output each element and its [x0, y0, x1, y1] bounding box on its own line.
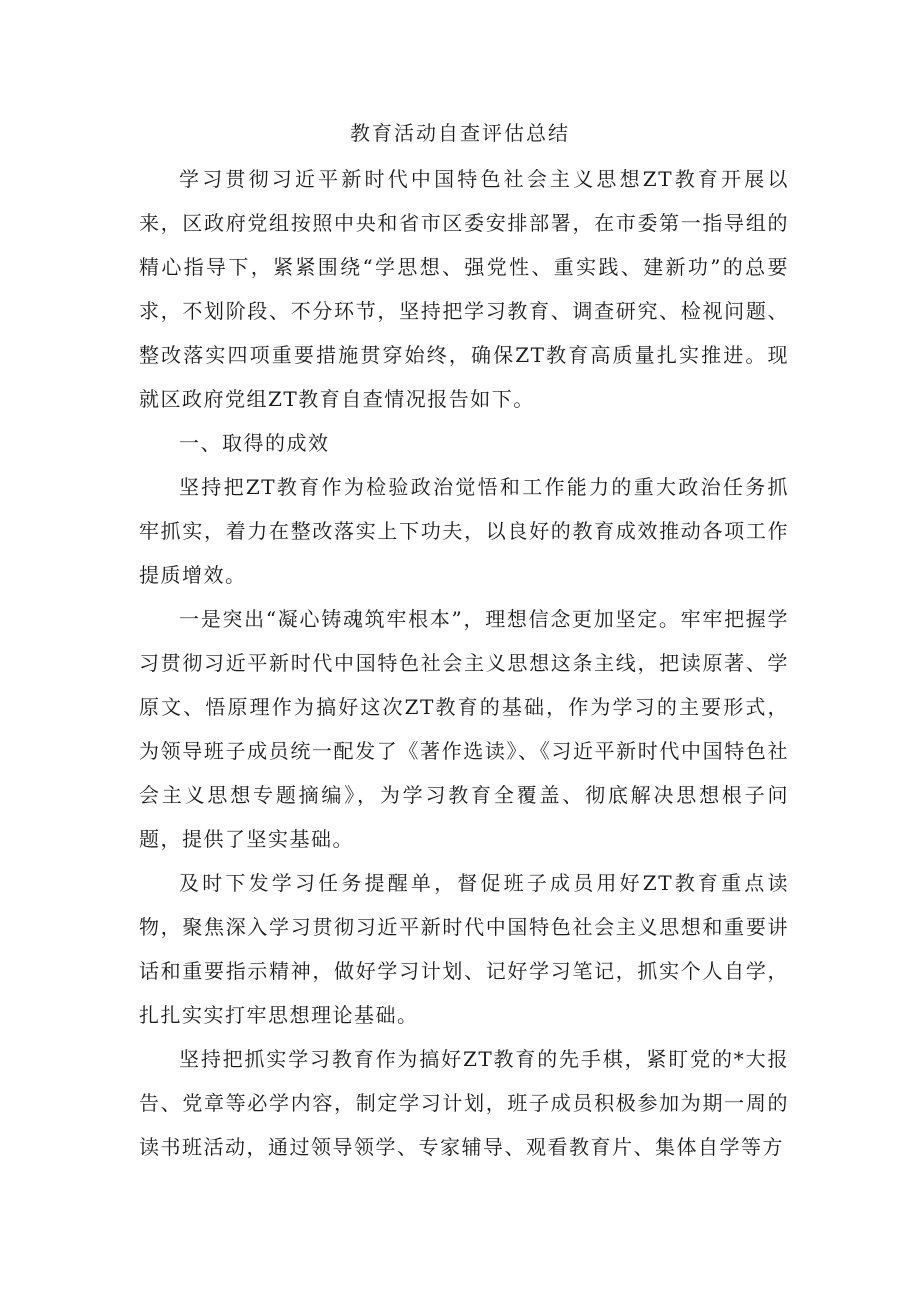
paragraph-intro: 学习贯彻习近平新时代中国特色社会主义思想ZT教育开展以来，区政府党组按照中央和省市区委安排部署，在市委第一指导组的精心指导下，紧紧围绕“学思想、强党性、重实践、建新功”的总要求，不划阶段、不分环节，坚持把学习教育、调查研究、检视问题、整改落实四项重要措施贯穿始终，确保ZT教育高质量扎实推进。现就区政府党组ZT教育自查情况报告如下。 — [139, 167, 789, 411]
document-title: 教育活动自查评估总结 — [350, 121, 570, 145]
document-body — [139, 157, 789, 1169]
paragraph-study-reminder: 及时下发学习任务提醒单，督促班子成员用好ZT教育重点读物，聚焦深入学习贯彻习近平新时代中国特色社会主义思想和重要讲话和重要指示精神，做好学习计划、记好学习笔记，抓实个人自学，扎扎实实打牢思想理论基础。 — [139, 871, 789, 1027]
paragraph-study-education: 坚持把抓实学习教育作为搞好ZT教育的先手棋，紧盯党的*大报告、党章等必学内容，制定学习计划，班子成员积极参加为期一周的读书班活动，通过领导领学、专家辅导、观看教育片、集体自学等方 — [139, 1047, 789, 1159]
paragraph-achievements-summary: 坚持把ZT教育作为检验政治觉悟和工作能力的重大政治任务抓牢抓实，着力在整改落实上下功夫，以良好的教育成效推动各项工作提质增效。 — [139, 475, 789, 587]
section-heading-achievements: 一、取得的成效 — [179, 431, 330, 455]
paragraph-point-one: 一是突出“凝心铸魂筑牢根本”，理想信念更加坚定。牢牢把握学习贯彻习近平新时代中国特色社会主义思想这条主线，把读原著、学原文、悟原理作为搞好这次ZT教育的基础，作为学习的主要形式，为领导班子成员统一配发了《著作选读》、《习近平新时代中国特色社会主义思想专题摘编》，为学习教育全覆盖、彻底解决思想根子问题，提供了坚实基础。 — [139, 607, 789, 851]
